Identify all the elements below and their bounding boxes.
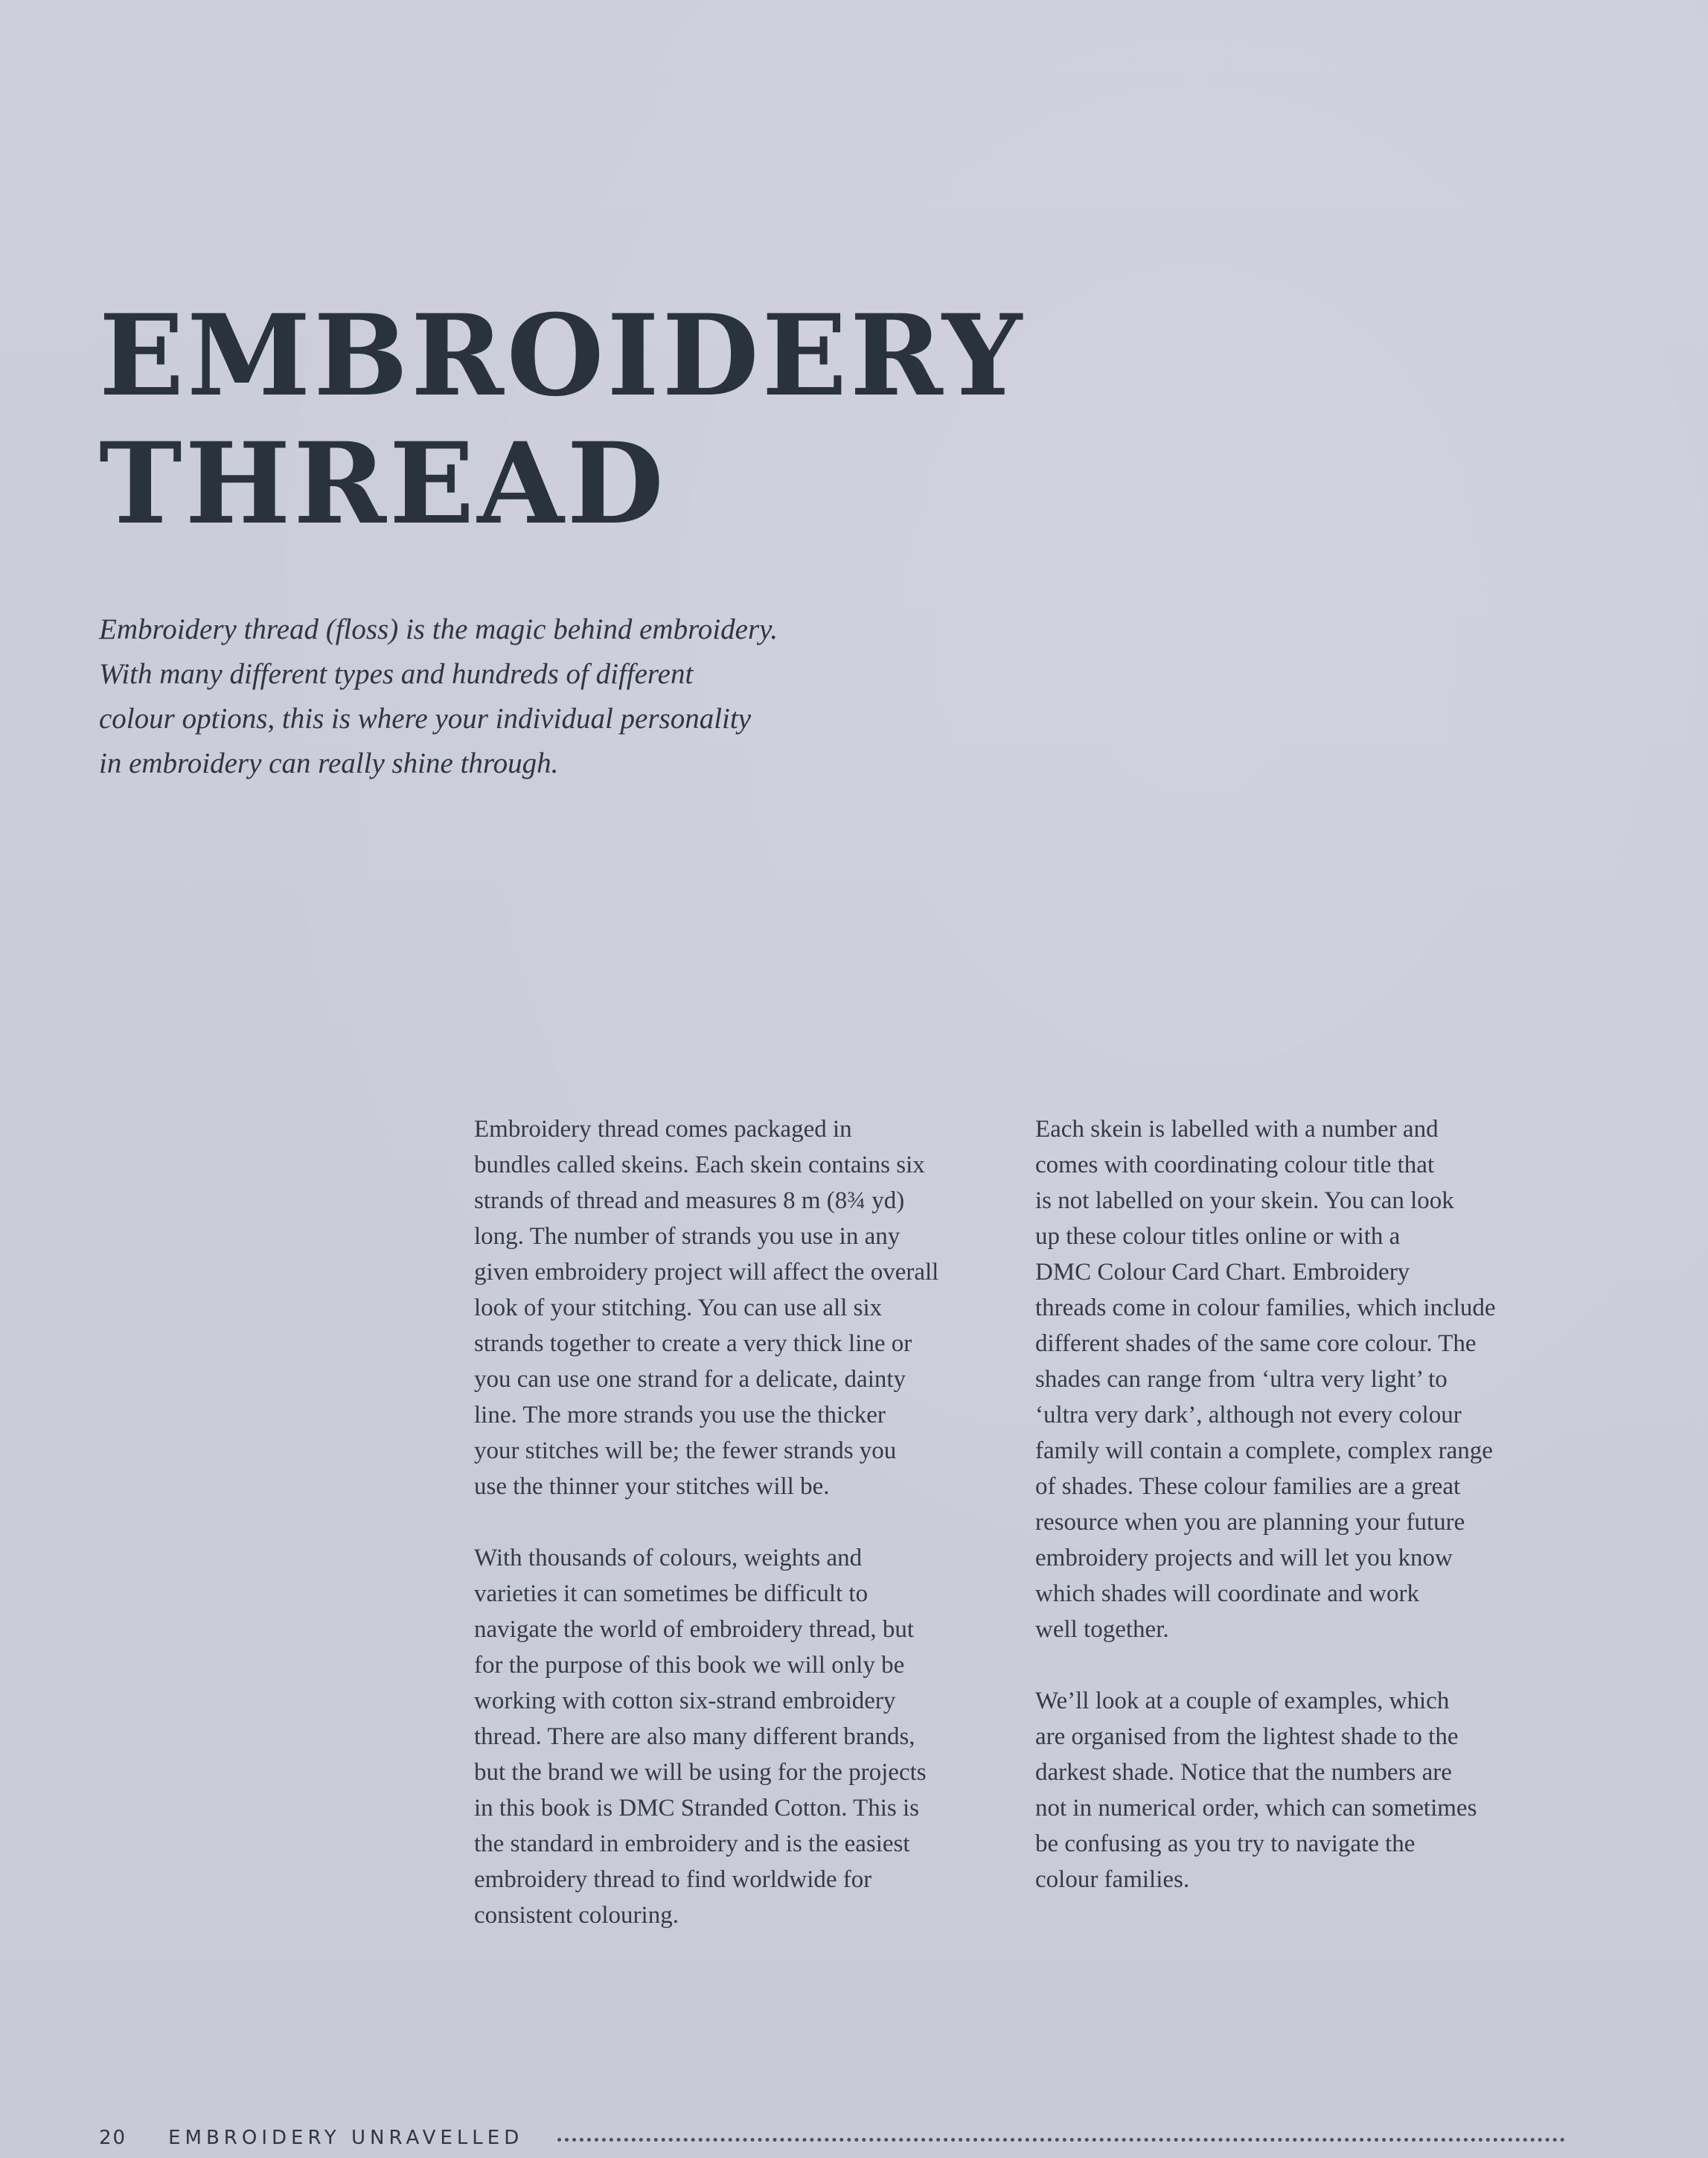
body-line: of shades. These colour families are a great: [1035, 1473, 1461, 1500]
body-line: family will contain a complete, complex range: [1035, 1437, 1493, 1464]
running-title: EMBROIDERY UNRAVELLED: [168, 2127, 524, 2149]
body-line: varieties it can sometimes be difficult to: [474, 1580, 869, 1607]
body-line: working with cotton six-strand embroidery: [474, 1688, 896, 1714]
dotted-rule: [557, 2138, 1565, 2142]
body-line: use the thinner your stitches will be.: [474, 1473, 830, 1500]
body-line: threads come in colour families, which include: [1035, 1295, 1496, 1321]
body-line: strands together to create a very thick line or: [474, 1330, 912, 1357]
body-line: bundles called skeins. Each skein contains six: [474, 1152, 925, 1178]
body-column-left: [474, 1111, 995, 1969]
body-line: colour families.: [1035, 1866, 1190, 1893]
body-paragraph: [474, 1540, 995, 1933]
body-line: different shades of the same core colour. The: [1035, 1330, 1477, 1357]
body-line: for the purpose of this book we will only be: [474, 1652, 905, 1679]
body-line: not in numerical order, which can sometimes: [1035, 1795, 1477, 1822]
body-line: is not labelled on your skein. You can look: [1035, 1187, 1454, 1214]
intro-line: Embroidery thread (floss) is the magic behind embroidery.: [99, 613, 778, 645]
body-line: be confusing as you try to navigate the: [1035, 1830, 1416, 1857]
body-line: ‘ultra very dark’, although not every colour: [1035, 1402, 1462, 1428]
body-line: are organised from the lightest shade to the: [1035, 1723, 1459, 1750]
body-paragraph: [1035, 1683, 1571, 1897]
title-line: THREAD: [99, 418, 667, 549]
body-line: which shades will coordinate and work: [1035, 1580, 1419, 1607]
body-line: the standard in embroidery and is the easiest: [474, 1830, 910, 1857]
title-line: EMBROIDERY: [99, 290, 1026, 421]
body-line: long. The number of strands you use in any: [474, 1223, 901, 1250]
body-line: comes with coordinating colour title that: [1035, 1152, 1435, 1178]
body-line: you can use one strand for a delicate, dainty: [474, 1366, 906, 1393]
body-line: well together.: [1035, 1616, 1169, 1643]
body-line: up these colour titles online or with a: [1035, 1223, 1401, 1250]
body-line: but the brand we will be using for the projects: [474, 1759, 927, 1786]
body-line: look of your stitching. You can use all six: [474, 1295, 883, 1321]
body-line: shades can range from ‘ultra very light’ to: [1035, 1366, 1448, 1393]
body-paragraph: [1035, 1111, 1571, 1647]
page-title: [99, 292, 1025, 548]
body-line: given embroidery project will affect the overall: [474, 1259, 939, 1286]
body-line: thread. There are also many different brands,: [474, 1723, 915, 1750]
body-line: navigate the world of embroidery thread, but: [474, 1616, 915, 1643]
body-line: darkest shade. Notice that the numbers are: [1035, 1759, 1452, 1786]
body-line: resource when you are planning your future: [1035, 1509, 1465, 1536]
body-line: Embroidery thread comes packaged in: [474, 1116, 852, 1143]
intro-line: colour options, this is where your individual personality: [99, 703, 752, 735]
body-line: embroidery thread to find worldwide for: [474, 1866, 872, 1893]
body-line: consistent colouring.: [474, 1902, 679, 1929]
body-line: Each skein is labelled with a number and: [1035, 1116, 1439, 1143]
body-line: line. The more strands you use the thicker: [474, 1402, 886, 1428]
page-footer: [99, 2123, 1565, 2153]
intro-line: in embroidery can really shine through.: [99, 747, 559, 779]
body-line: We’ll look at a couple of examples, which: [1035, 1688, 1450, 1714]
body-line: your stitches will be; the fewer strands you: [474, 1437, 897, 1464]
body-line: DMC Colour Card Chart. Embroidery: [1035, 1259, 1410, 1286]
intro-paragraph: [99, 607, 933, 786]
body-line: With thousands of colours, weights and: [474, 1545, 863, 1571]
body-column-right: [1035, 1111, 1571, 1933]
body-line: in this book is DMC Stranded Cotton. This is: [474, 1795, 920, 1822]
body-line: embroidery projects and will let you know: [1035, 1545, 1453, 1571]
page-number: 20: [99, 2127, 127, 2149]
body-line: strands of thread and measures 8 m (8¾ yd): [474, 1187, 905, 1214]
intro-line: With many different types and hundreds of different: [99, 658, 694, 690]
body-paragraph: [474, 1111, 995, 1504]
